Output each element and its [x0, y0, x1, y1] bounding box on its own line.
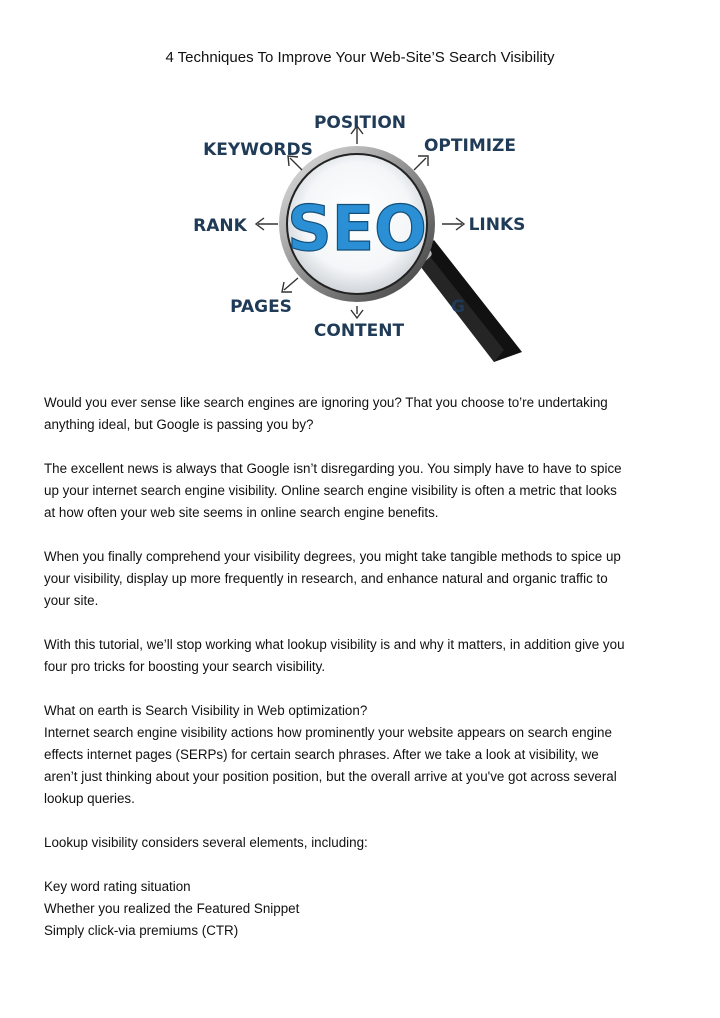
paragraph-line: at how often your web site seems in online search engine benefits. — [44, 505, 439, 520]
paragraph-line: Whether you realized the Featured Snippet — [44, 901, 300, 916]
magnifier-lens — [279, 146, 435, 302]
article-paragraph — [44, 700, 684, 810]
paragraph-line: What on earth is Search Visibility in Web optimization? — [44, 703, 368, 718]
label-links: LINKS — [468, 215, 526, 235]
paragraph-line: The excellent news is always that Google isn’t disregarding you. You simply have to have to spice — [44, 461, 622, 476]
paragraph-line: effects internet pages (SERPs) for certain search phrases. After we take a look at visibility, we — [44, 747, 599, 762]
label-keywords: KEYWORDS — [203, 140, 313, 160]
label-content: CONTENT — [313, 321, 405, 341]
paragraph-line: lookup queries. — [44, 791, 135, 806]
paragraph-line: When you finally comprehend your visibility degrees, you might take tangible methods to spice up — [44, 549, 621, 564]
arrow-down-left-icon — [282, 278, 298, 292]
article-paragraph — [44, 832, 684, 854]
paragraph-line: With this tutorial, we’ll stop working what lookup visibility is and why it matters, in addition give you — [44, 637, 625, 652]
label-partial: G — [451, 297, 465, 317]
label-optimize: OPTIMIZE — [423, 136, 517, 156]
arrow-up-right-icon — [414, 156, 428, 170]
article-paragraph — [44, 546, 684, 612]
paragraph-line: Lookup visibility considers several elements, including: — [44, 835, 368, 850]
label-position: POSITION — [313, 113, 407, 133]
article-paragraph — [44, 458, 684, 524]
page-title: 4 Techniques To Improve Your Web-Site’S Search Visibility — [165, 49, 555, 66]
article-paragraph — [44, 392, 684, 436]
paragraph-line: four pro tricks for boosting your search visibility. — [44, 659, 326, 674]
arrow-right-icon — [442, 218, 464, 230]
article-body — [44, 392, 684, 964]
article-paragraph — [44, 634, 684, 678]
paragraph-line: anything ideal, but Google is passing you by? — [44, 417, 314, 432]
paragraph-line: aren’t just thinking about your position position, but the overall arrive at you've got across several — [44, 769, 617, 784]
article-paragraph — [44, 876, 684, 942]
label-rank: RANK — [193, 216, 247, 236]
paragraph-line: your visibility, display up more frequently in research, and enhance natural and organic traffic to — [44, 571, 608, 586]
paragraph-line: Internet search engine visibility actions how prominently your website appears on search engine — [44, 725, 612, 740]
paragraph-line: up your internet search engine visibility. Online search engine visibility is often a metric that looks — [44, 483, 617, 498]
paragraph-line: your site. — [44, 593, 99, 608]
paragraph-line: Would you ever sense like search engines are ignoring you? That you choose to’re undertaking — [44, 395, 608, 410]
arrow-left-icon — [256, 218, 278, 230]
paragraph-line: Key word rating situation — [44, 879, 191, 894]
arrow-down-icon — [351, 306, 363, 318]
seo-center-text: SEO — [287, 192, 427, 265]
label-pages: PAGES — [230, 297, 292, 317]
paragraph-line: Simply click-via premiums (CTR) — [44, 923, 239, 938]
seo-magnifier-illustration — [192, 100, 532, 365]
